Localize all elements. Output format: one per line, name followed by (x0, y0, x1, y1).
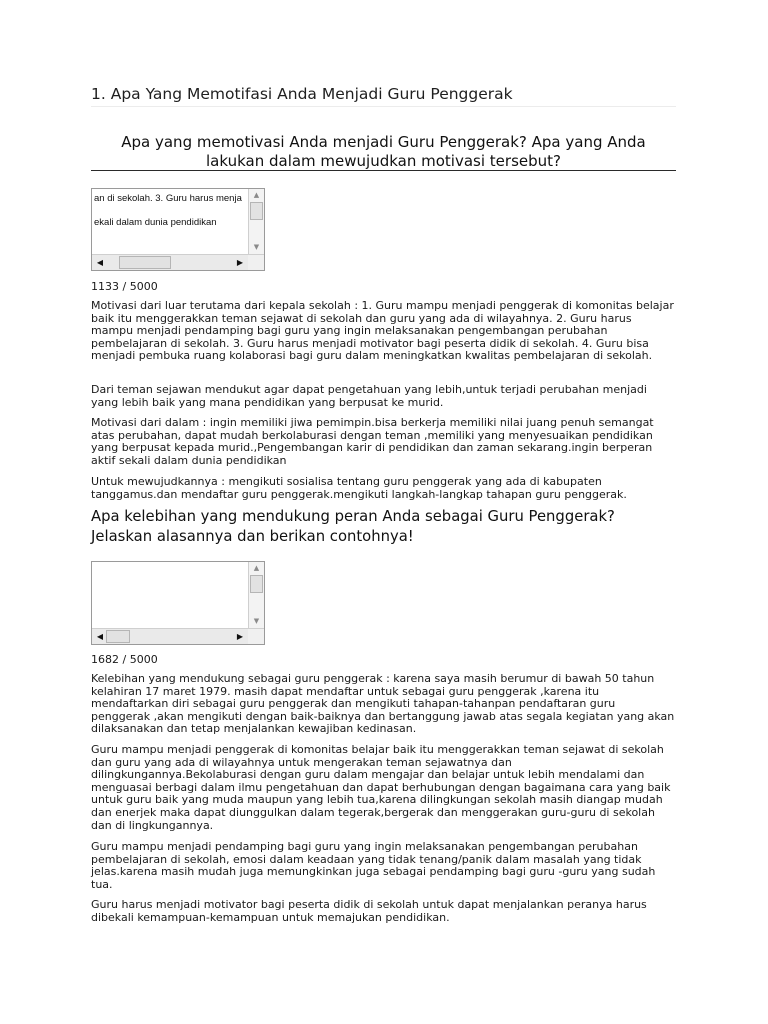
answer-1-paragraph: Motivasi dari dalam : ingin memiliki jiwa pemimpin.bisa berkerja memiliki nilai juang penuh semangat atas perubahan, dapat mudah berkolaburasi dengan teman ,memiliki yang menyesuaikan pendidikan yang berpusat kepada murid.,Pengembangan karir di pendidikan dan zaman sekarang.ingin berperan aktif sekali dalam dunia pendidikan (91, 416, 654, 467)
scroll-up-arrow-icon[interactable]: ▲ (253, 564, 260, 572)
heading-divider (91, 106, 676, 107)
answer-1-paragraph: Dari teman sejawan mendukut agar dapat pengetahuan yang lebih,untuk terjadi perubahan menjadi yang lebih baik yang mana pendidikan yang berpusat ke murid. (91, 383, 647, 409)
answer-2-paragraph: Guru harus menjadi motivator bagi peserta didik di sekolah untuk dapat menjalankan peranya harus dibekali kemampuan-kemampuan untuk memajukan pendidikan. (91, 898, 647, 924)
character-counter-2: 1682 / 5000 (91, 653, 158, 666)
character-counter-1: 1133 / 5000 (91, 280, 158, 293)
answer-textarea-2[interactable] (91, 561, 265, 645)
horizontal-scroll-thumb[interactable] (119, 256, 171, 269)
scrollbar-corner (248, 255, 264, 270)
textarea-1-line-1: an di sekolah. 3. Guru harus menja (94, 193, 242, 204)
question-1: Apa yang memotivasi Anda menjadi Guru Penggerak? Apa yang Anda lakukan dalam mewujudkan motivasi tersebut? (121, 133, 646, 170)
question-2: Apa kelebihan yang mendukung peran Anda sebagai Guru Penggerak? Jelaskan alasannya dan berikan contohnya! (91, 508, 615, 545)
scroll-right-arrow-icon[interactable]: ▶ (236, 258, 244, 267)
scroll-up-arrow-icon[interactable]: ▲ (253, 191, 260, 199)
vertical-scroll-thumb[interactable] (250, 575, 263, 593)
answer-textarea-1[interactable] (91, 188, 265, 271)
horizontal-scrollbar[interactable] (92, 254, 264, 270)
scroll-left-arrow-icon[interactable]: ◀ (96, 632, 104, 641)
horizontal-scroll-thumb[interactable] (106, 630, 130, 643)
section-heading: 1. Apa Yang Memotifasi Anda Menjadi Guru Penggerak (91, 85, 513, 103)
vertical-scrollbar[interactable] (248, 562, 264, 628)
answer-2-paragraph: Guru mampu menjadi penggerak di komonitas belajar baik itu menggerakkan teman sejawat di sekolah dan guru yang ada di wilayahnya untuk mengerakan teman sejawatnya dan dilingkungannya.Bekolaburasi dengan guru dalam mengajar dan belajar untuk lebih mendalami dan menguasai berbagi dalam ilmu pengetahuan dan dapat berhubungan dengan bagaimana cara yang baik untuk guru baik yang muda maupun yang lebih tua,karena dilingkungan sekolah masih diangap mudah dan enerjek maka dapat diunggulkan dalam tegerak,bergerak dan menggerakan guru-guru di sekolah dan di lingkungannya. (91, 743, 671, 832)
scroll-down-arrow-icon[interactable]: ▼ (253, 243, 260, 251)
textarea-1-line-2: ekali dalam dunia pendidikan (94, 217, 217, 228)
answer-1-paragraph: Untuk mewujudkannya : mengikuti sosialisa tentang guru penggerak yang ada di kabupaten tanggamus.dan mendaftar guru penggerak.mengikuti langkah-langkap tahapan guru penggerak. (91, 475, 627, 501)
question-1-divider (91, 170, 676, 171)
answer-1-paragraph: Motivasi dari luar terutama dari kepala sekolah : 1. Guru mampu menjadi penggerak di komonitas belajar baik itu menggerakkan teman sejawat di sekolah dan guru yang ada di wilayahnya. 2. Guru harus mampu menjadi pendamping bagi guru yang ingin melaksanakan pengembangan perubahan pembelajaran di sekolah. 3. Guru harus menjadi motivator bagi peserta didik di sekolah. 4. Guru bisa menjadi pembuka ruang kolaborasi bagi guru dalam meningkatkan kwalitas pembelajaran di sekolah. (91, 299, 674, 363)
answer-2-paragraph: Guru mampu menjadi pendamping bagi guru yang ingin melaksanakan pengembangan perubahan pembelajaran di sekolah, emosi dalam keadaan yang tidak tenang/panik dalam masalah yang tidak jelas.karena masih mudah juga memungkinkan juga sebagai pendamping bagi guru -guru yang sudah tua. (91, 840, 656, 891)
vertical-scrollbar[interactable] (248, 189, 264, 254)
scrollbar-corner (248, 629, 264, 644)
answer-2-paragraph: Kelebihan yang mendukung sebagai guru penggerak : karena saya masih berumur di bawah 50 tahun kelahiran 17 maret 1979. masih dapat mendaftar untuk sebagai guru penggerak ,karena itu mendaftarkan diri sebagai guru penggerak dan mengikuti tahapan-tahanpan pendaftaran guru penggerak ,akan mengikuti dengan baik-baiknya dan bertanggung jawab atas segala kegiatan yang akan dilaksanakan dan tetap menjalankan kewajiban kedinasan. (91, 672, 675, 736)
scroll-right-arrow-icon[interactable]: ▶ (236, 632, 244, 641)
vertical-scroll-thumb[interactable] (250, 202, 263, 220)
scroll-left-arrow-icon[interactable]: ◀ (96, 258, 104, 267)
scroll-down-arrow-icon[interactable]: ▼ (253, 617, 260, 625)
horizontal-scrollbar[interactable] (92, 628, 264, 644)
